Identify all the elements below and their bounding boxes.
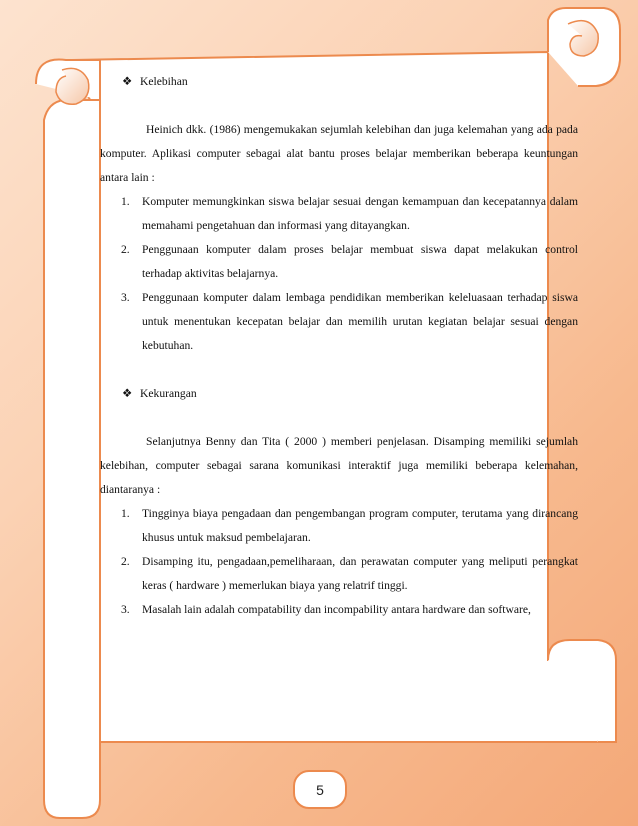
page-number: 5 [316,781,324,798]
section-heading-kelebihan: ❖ Kelebihan [100,70,578,94]
diamond-bullet-icon: ❖ [122,387,133,400]
diamond-bullet-icon: ❖ [122,75,133,88]
list-item: 1. Komputer memungkinkan siswa belajar sesuai dengan kemampuan dan kecepatannya dalam memahami pengetahuan dan informasi yang ditayangkan. [121,195,579,232]
list-item: 2. Disamping itu, pengadaan,pemeliharaan, dan perawatan computer yang meliputi perangkat keras ( hardware ) memerlukan biaya yang relatrif tinggi. [121,555,578,592]
left-roll [36,60,100,819]
top-right-curl [568,21,598,56]
list-item: 1. Tingginya biaya pengadaan dan pengembangan program computer, terutama yang dirancang khusus untuk maksud pembelajaran. [121,507,578,544]
page-number-badge [293,770,347,809]
list-kekurangan [100,502,578,622]
paragraph-kekurangan: Selanjutnya Benny dan Tita ( 2000 ) memberi penjelasan. Disamping memiliki sejumlah kelebihan, computer sebagai sarana komunikasi interaktif juga memiliki beberapa kelemahan, diantaranya : [100,435,579,496]
list-item: 3. Penggunaan komputer dalam lembaga pendidikan memberikan keleluasaan terhadap siswa untuk menentukan kecepatan belajar dan memilih urutan kegiatan belajar sesuai dengan kebutuhan. [121,291,578,352]
list-item: 2. Penggunaan komputer dalam proses belajar membuat siswa dapat melakukan control terhadap aktivitas belajarnya. [121,243,578,280]
section-heading-kekurangan: ❖ Kekurangan [100,382,578,406]
list-item: 3. Masalah lain adalah compatability dan incompability antara hardware dan software, [121,603,531,616]
document-body [100,70,578,622]
list-kelebihan [100,190,578,358]
paragraph-kelebihan: Heinich dkk. (1986) mengemukakan sejumlah kelebihan dan juga kelemahan yang ada pada komputer. Aplikasi computer sebagai alat bantu proses belajar memberikan beberapa keuntungan antara lain : [100,123,579,184]
